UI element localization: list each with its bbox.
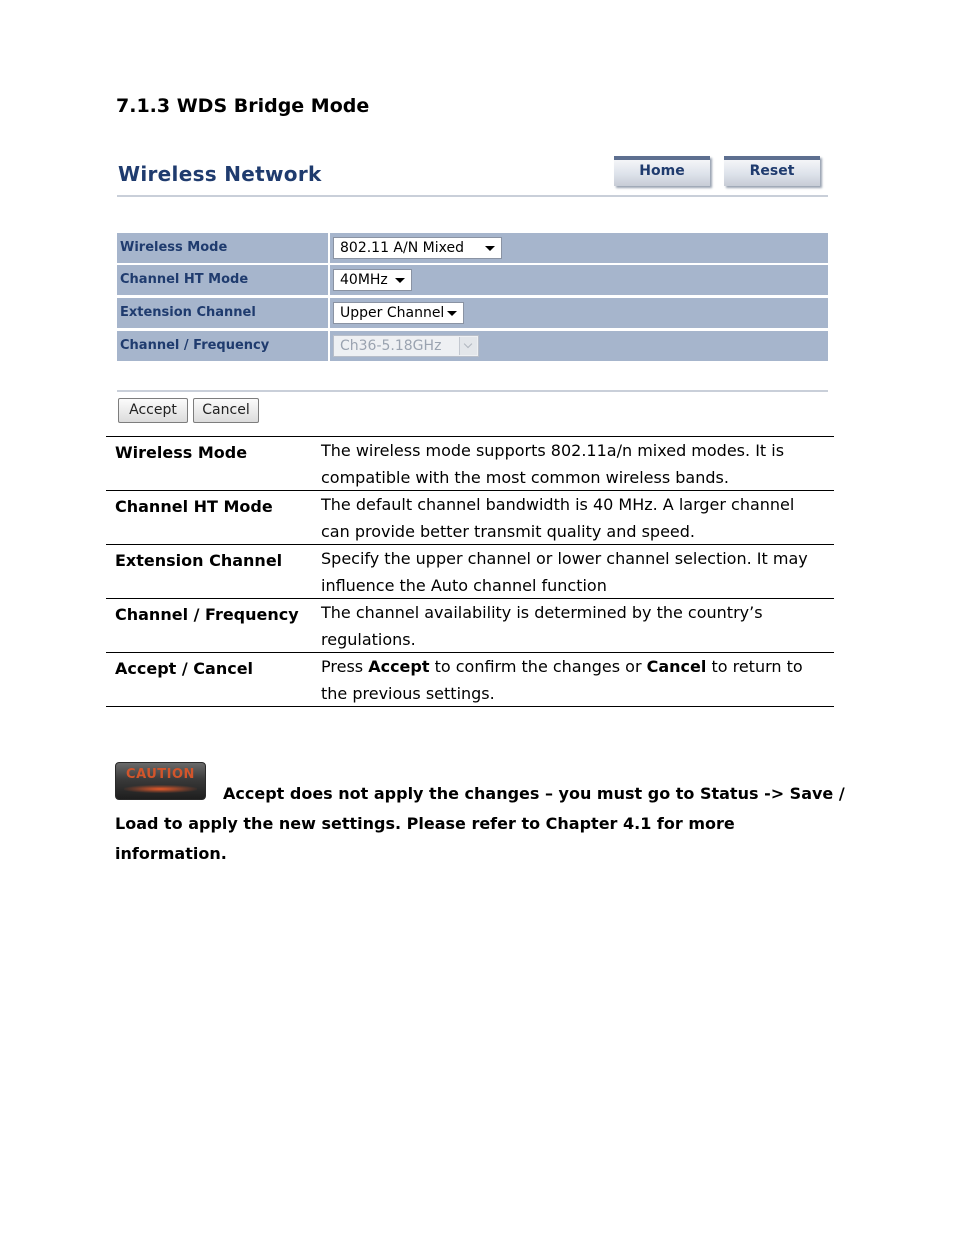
text-run: to confirm the changes or (429, 657, 647, 676)
wireless-mode-select[interactable] (333, 237, 502, 259)
select-value: Ch36-5.18GHz (340, 338, 442, 354)
chevron-down-icon (485, 246, 495, 251)
select-value: 40MHz (340, 272, 388, 288)
description-text: The default channel bandwidth is 40 MHz. A larger channel can provide better transmit quality and speed. (321, 495, 795, 541)
caution-label: CAUTION (126, 767, 195, 782)
description-text (321, 653, 826, 707)
form-row-channel-ht-mode (117, 265, 828, 295)
divider (117, 195, 828, 197)
text-run-bold: Cancel (646, 657, 707, 676)
extension-channel-select[interactable] (333, 302, 464, 324)
section-title: 7.1.3 WDS Bridge Mode (116, 95, 370, 117)
accept-button[interactable]: Accept (118, 398, 188, 423)
description-term: Channel / Frequency (115, 605, 299, 624)
field-value-cell (330, 331, 828, 361)
divider (117, 390, 828, 392)
field-value-cell (330, 233, 828, 263)
form-row-wireless-mode (117, 233, 828, 263)
reset-button[interactable]: Reset (724, 156, 820, 186)
chevron-down-icon (395, 278, 405, 283)
field-label: Channel HT Mode (117, 265, 328, 295)
description-text: Specify the upper channel or lower channel selection. It may influence the Auto channel function (321, 549, 808, 595)
channel-ht-mode-select[interactable] (333, 269, 412, 291)
table-row (106, 599, 834, 653)
description-text: The wireless mode supports 802.11a/n mixed modes. It is compatible with the most common wireless bands. (321, 441, 785, 487)
table-row (106, 545, 834, 599)
select-value: Upper Channel (340, 305, 445, 321)
caution-text: Accept does not apply the changes – you must go to Status -> Save / Load to apply the new settings. Please refer to Chapter 4.1 for more information. (115, 784, 845, 863)
chevron-down-icon (459, 337, 477, 355)
field-label: Wireless Mode (117, 233, 328, 263)
description-term: Extension Channel (115, 551, 283, 570)
home-button[interactable]: Home (614, 156, 710, 186)
description-term: Wireless Mode (115, 443, 248, 462)
description-term: Channel HT Mode (115, 497, 273, 516)
description-term: Accept / Cancel (115, 659, 254, 678)
table-row (106, 491, 834, 545)
channel-frequency-select (333, 335, 479, 357)
cancel-button[interactable]: Cancel (193, 398, 259, 423)
select-value: 802.11 A/N Mixed (340, 240, 464, 256)
text-run: to return to the previous settings. (321, 657, 803, 703)
form-row-channel-frequency (117, 331, 828, 361)
form-row-extension-channel (117, 298, 828, 328)
text-run: Press (321, 657, 369, 676)
panel-title: Wireless Network (118, 162, 322, 186)
table-row (106, 653, 834, 707)
table-row (106, 437, 834, 491)
description-table (106, 436, 834, 707)
field-label: Channel / Frequency (117, 331, 328, 361)
chevron-down-icon (447, 311, 457, 316)
field-value-cell (330, 298, 828, 328)
field-label: Extension Channel (117, 298, 328, 328)
text-run-bold: Accept (368, 657, 430, 676)
description-text: The channel availability is determined by the country’s regulations. (321, 603, 763, 649)
field-value-cell (330, 265, 828, 295)
